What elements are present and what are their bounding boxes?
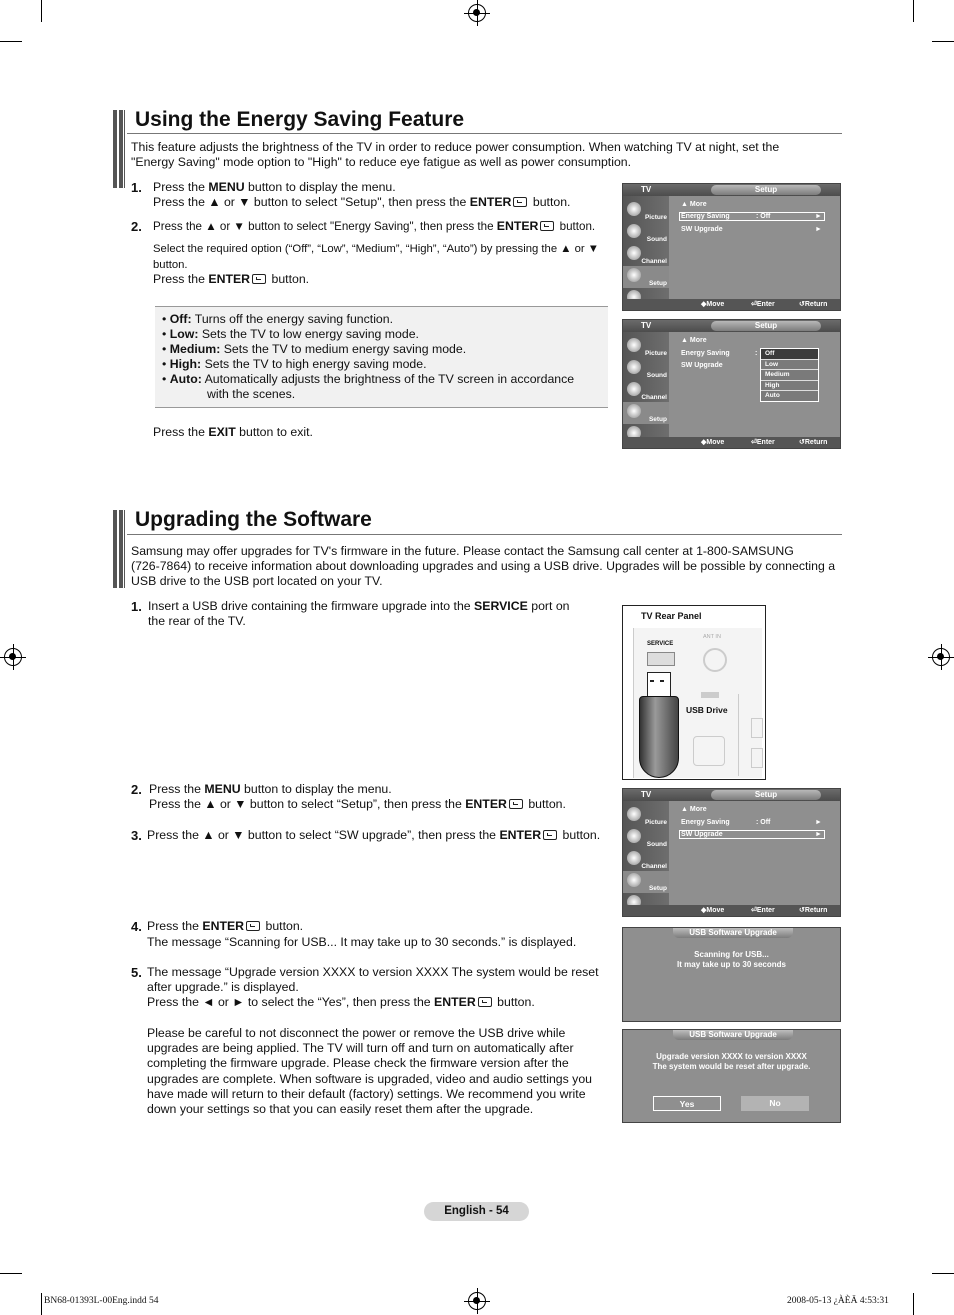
text: Press the xyxy=(153,180,209,194)
registration-mark-icon xyxy=(932,648,950,666)
intro-line: USB drive to the USB port located on your TV. xyxy=(131,574,383,589)
enter-icon xyxy=(246,921,260,931)
crop-mark xyxy=(932,1273,954,1274)
sw-step-5: 5. xyxy=(131,965,142,980)
section-title-software: Upgrading the Software xyxy=(135,508,372,531)
step-2 xyxy=(131,219,142,235)
ant-in-label: ANT IN xyxy=(703,634,721,640)
date-slug: 2008-05-13 ¿ÀÈÄ 4:53:31 xyxy=(787,1296,889,1306)
channel-icon xyxy=(627,382,641,396)
osd-setup-item: Setup xyxy=(623,402,669,424)
title-rule xyxy=(127,133,842,134)
crop-mark xyxy=(41,0,42,22)
crop-mark xyxy=(0,1273,22,1274)
step-2-press xyxy=(153,272,309,287)
step-2-text xyxy=(153,219,595,234)
osd-setup-item: Setup xyxy=(623,871,669,893)
text: button. xyxy=(556,220,596,233)
dropdown-option: Off xyxy=(761,349,818,360)
usb-upgrade-dialog xyxy=(622,1029,841,1123)
enter-icon xyxy=(513,197,527,207)
osd-picture-item: Picture xyxy=(623,200,669,222)
dialog-title: USB Software Upgrade xyxy=(673,928,793,938)
title-rule xyxy=(127,534,842,535)
section-marker xyxy=(113,110,127,188)
step-1 xyxy=(131,180,142,196)
osd-sidebar xyxy=(623,801,669,905)
registration-mark-icon xyxy=(468,4,486,22)
intro-line: This feature adjusts the brightness of the TV in order to reduce power consumption. When watching TV at night, set the xyxy=(131,140,780,154)
osd-setup-title: Setup xyxy=(711,321,821,331)
gear-icon xyxy=(627,404,641,418)
channel-icon xyxy=(627,851,641,865)
section-title-energy: Using the Energy Saving Feature xyxy=(135,108,465,131)
osd-setup-title: Setup xyxy=(711,790,821,800)
step-2-subtext xyxy=(153,241,599,273)
energy-dropdown xyxy=(760,348,819,402)
section-marker xyxy=(113,510,127,588)
text: Press the xyxy=(153,272,209,286)
panel-port xyxy=(693,736,725,766)
sw-step-3: 3. xyxy=(131,828,142,843)
arrow-right-icon: ► xyxy=(815,831,822,838)
picture-icon xyxy=(627,807,641,821)
tv-osd-sw-upgrade xyxy=(622,788,841,917)
text: Press the ▲ or ▼ button to select "Setup", then press the xyxy=(153,195,470,210)
text: Press the ▲ or ▼ button to select "Energy Saving", then press the xyxy=(153,220,497,233)
enter-icon xyxy=(509,799,523,809)
intro-line: Samsung may offer upgrades for TV's firmware in the future. Please contact the Samsung call center at 1-800-SAMSUNG xyxy=(131,544,794,558)
crop-mark xyxy=(41,1293,42,1315)
enter-icon xyxy=(478,997,492,1007)
arrow-right-icon: ► xyxy=(815,819,822,826)
picture-icon xyxy=(627,338,641,352)
intro-text xyxy=(131,544,835,590)
arrow-right-icon: ► xyxy=(815,226,822,233)
step-number: 2. xyxy=(131,219,142,234)
osd-channel-item: Channel xyxy=(623,380,669,402)
sw-step-1-text: Insert a USB drive containing the firmware upgrade into the SERVICE port on the rear of the TV. xyxy=(148,599,570,629)
osd-sound-item: Sound xyxy=(623,222,669,244)
osd-tv-label: TV xyxy=(641,790,652,799)
file-slug: BN68-01393L-00Eng.indd 54 xyxy=(44,1296,159,1306)
osd-energy-value: : Off xyxy=(756,213,771,220)
arrow-right-icon: ► xyxy=(815,213,822,220)
sound-icon xyxy=(627,360,641,374)
usb-drive-label: USB Drive xyxy=(686,705,728,715)
sound-icon xyxy=(627,224,641,238)
osd-channel-item: Channel xyxy=(623,849,669,871)
menu-key: MENU xyxy=(208,180,245,194)
sound-icon xyxy=(627,829,641,843)
osd-energy-saving: Energy Saving xyxy=(681,819,730,826)
registration-mark-icon xyxy=(468,1292,486,1310)
dialog-title: USB Software Upgrade xyxy=(673,1030,793,1040)
enter-icon xyxy=(543,830,557,840)
crop-mark xyxy=(913,1293,914,1315)
yes-button[interactable]: Yes xyxy=(653,1096,721,1111)
upgrade-submessage: The system would be reset after upgrade. xyxy=(652,1062,811,1071)
upgrade-message: Upgrade version XXXX to version XXXX xyxy=(656,1052,807,1061)
gear-icon xyxy=(627,268,641,282)
no-button[interactable]: No xyxy=(741,1096,809,1111)
osd-energy-saving: Energy Saving xyxy=(681,213,730,220)
exit-text: Press the EXIT button to exit. xyxy=(153,425,313,439)
osd-tv-label: TV xyxy=(641,185,652,194)
hdmi-port xyxy=(751,748,763,768)
dropdown-option: High xyxy=(761,381,818,392)
sw-step-3-text: Press the ▲ or ▼ button to select “SW upgrade”, then press the ENTER button. xyxy=(147,828,601,842)
osd-picture-item: Picture xyxy=(623,805,669,827)
option-auto-cont: with the scenes. xyxy=(207,387,296,401)
osd-energy-saving: Energy Saving xyxy=(681,350,730,357)
enter-icon xyxy=(252,274,266,284)
option-low: • Low: Sets the TV to low energy saving mode. xyxy=(162,327,419,341)
sw-step-2: 2. xyxy=(131,782,142,797)
sw-step-4: 4. xyxy=(131,919,142,934)
step-1-text xyxy=(153,180,570,210)
osd-sound-item: Sound xyxy=(623,358,669,380)
osd-setup-item: Setup xyxy=(623,266,669,288)
tv-rear-panel-illustration xyxy=(622,605,766,780)
enter-key: ENTER xyxy=(208,272,251,286)
osd-colon: : xyxy=(755,350,758,357)
enter-key: ENTER xyxy=(469,195,512,210)
service-label: SERVICE xyxy=(647,641,674,647)
osd-tv-label: TV xyxy=(641,321,652,330)
gear-icon xyxy=(627,873,641,887)
osd-sidebar xyxy=(623,196,669,299)
osd-more: ▲ More xyxy=(681,337,707,344)
picture-icon xyxy=(627,202,641,216)
osd-footer: ◆ Move ⏎ Enter ↺ Return xyxy=(623,437,840,448)
step-number: 1. xyxy=(131,180,142,195)
osd-picture-item: Picture xyxy=(623,336,669,358)
crop-mark xyxy=(0,41,22,42)
intro-line: (726-7864) to receive information about downloading upgrades and using a USB drive. Upgrades will be possible by connecting a xyxy=(131,559,836,574)
text: button to display the menu. xyxy=(244,180,396,194)
usb-scanning-dialog xyxy=(622,927,841,1022)
crop-mark xyxy=(932,41,954,42)
osd-sw-upgrade: SW Upgrade xyxy=(681,226,723,233)
dropdown-option: Auto xyxy=(765,392,780,399)
osd-footer: ◆ Move ⏎ Enter ↺ Return xyxy=(623,299,840,310)
panel-title: TV Rear Panel xyxy=(641,611,702,621)
osd-channel-item: Channel xyxy=(623,244,669,266)
text: button. xyxy=(268,272,310,286)
osd-more: ▲ More xyxy=(681,806,707,813)
sw-step-4-text: Press the ENTER button. The message “Scanning for USB... It may take up to 30 seconds.” is displayed. xyxy=(147,919,577,950)
osd-sw-upgrade: SW Upgrade xyxy=(681,362,723,369)
osd-sound-item: Sound xyxy=(623,827,669,849)
osd-footer: ◆ Move ⏎ Enter ↺ Return xyxy=(623,905,840,916)
option-auto: • Auto: Automatically adjusts the brightness of the TV screen in accordance xyxy=(162,372,575,386)
scanning-message: Scanning for USB... xyxy=(694,950,769,959)
sw-step-2-text: Press the MENU button to display the menu. Press the ▲ or ▼ button to select “Setup”, then press the ENTER button. xyxy=(149,782,566,812)
enter-key: ENTER xyxy=(496,219,539,233)
page-number: English - 54 xyxy=(424,1202,529,1221)
text: Select the required option (“Off”, “Low”, “Medium”, “High”, “Auto”) by pressing the ▲ or ▼ xyxy=(153,243,599,255)
enter-icon xyxy=(540,221,554,231)
hdmi-port xyxy=(751,718,763,738)
usb-drive-icon xyxy=(637,672,679,780)
osd-setup-title: Setup xyxy=(711,185,821,195)
text: button. xyxy=(153,259,188,271)
osd-energy-value: : Off xyxy=(756,819,771,826)
sw-note: Please be careful to not disconnect the power or remove the USB drive while upgrades are being applied. The TV will turn off and turn on automatically after completing the firmware upgrade. Please check the firmware version after the upgrades are complete. When software is upgraded, video and audio settings you have made will return to their default (factory) settings. We recommend you write down your settings so that you can easily reset them after the upgrade. xyxy=(147,1026,593,1117)
intro-text xyxy=(131,140,779,170)
scanning-submessage: It may take up to 30 seconds xyxy=(677,960,786,969)
sw-step-1: 1. xyxy=(131,599,142,614)
ant-in-port xyxy=(703,648,727,672)
crop-mark xyxy=(913,0,914,22)
panel-port xyxy=(701,692,719,698)
service-port xyxy=(647,652,675,666)
text: button. xyxy=(529,195,571,210)
channel-icon xyxy=(627,246,641,260)
registration-mark-icon xyxy=(4,648,22,666)
intro-line: "Energy Saving" mode option to "High" to reduce eye fatigue as well as power consumption. xyxy=(131,155,632,170)
osd-sw-upgrade: SW Upgrade xyxy=(681,831,723,838)
osd-more: ▲ More xyxy=(681,201,707,208)
tv-osd-setup-menu xyxy=(622,183,841,311)
dropdown-option: Low xyxy=(761,360,818,371)
dropdown-option: Medium xyxy=(761,370,818,381)
tv-osd-energy-dropdown xyxy=(622,319,841,449)
option-high: • High: Sets the TV to high energy saving mode. xyxy=(162,357,427,371)
sw-step-5-text: The message “Upgrade version XXXX to version XXXX The system would be reset after upgrade.” is displayed. Press the ◄ or ► to select the “Yes”, then press the ENTER button. xyxy=(147,965,599,1010)
option-medium: • Medium: Sets the TV to medium energy saving mode. xyxy=(162,342,467,356)
osd-sidebar xyxy=(623,332,669,437)
options-box xyxy=(155,306,608,408)
option-off: • Off: Turns off the energy saving function. xyxy=(162,312,394,326)
